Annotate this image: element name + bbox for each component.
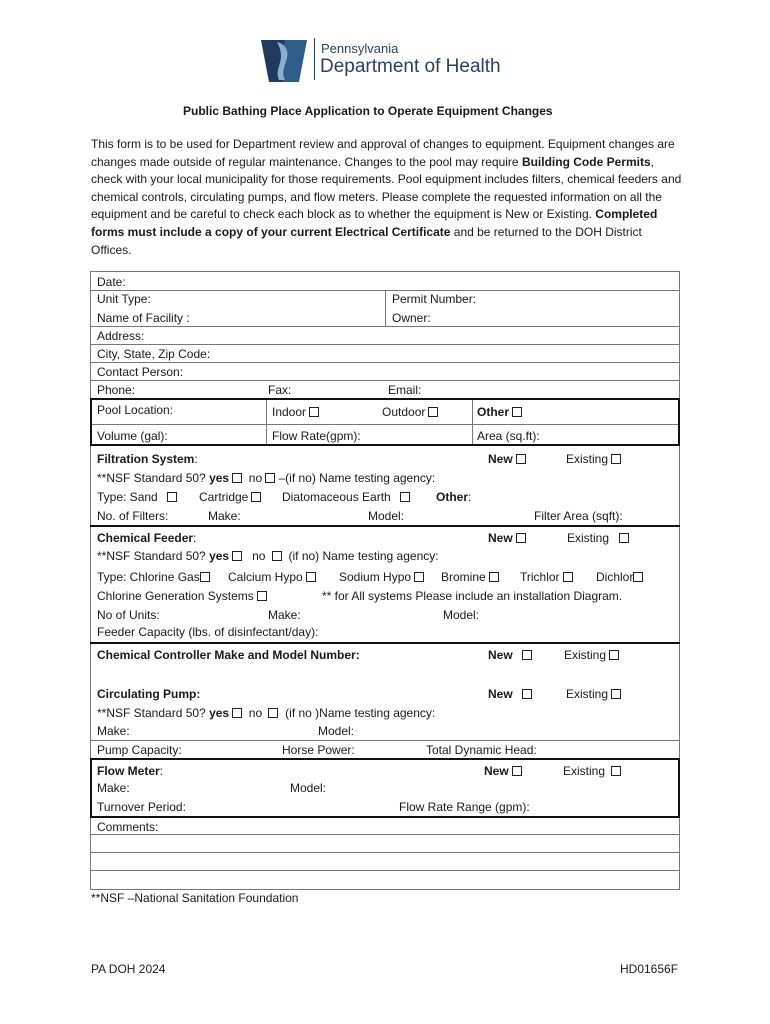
filter-type-sand[interactable]: Type: Sand xyxy=(97,490,177,504)
flow-meter-existing-checkbox[interactable] xyxy=(611,766,621,776)
intro-text-3: and be returned to the DOH District Offices. xyxy=(91,224,642,257)
department-logo xyxy=(259,36,309,87)
date-label: Date: xyxy=(97,275,126,289)
comments-field[interactable] xyxy=(91,835,679,889)
area-label: Area (sq.ft): xyxy=(477,429,540,443)
nsf-footnote: **NSF –National Sanitation Foundation xyxy=(91,891,299,905)
org-line2: Department of Health xyxy=(320,56,501,77)
logo-divider xyxy=(314,38,315,80)
flow-meter-new[interactable]: New xyxy=(484,764,522,778)
outdoor-option[interactable] xyxy=(382,405,438,419)
intro-text-2: , check with your local municipality for those requirements. Pool equipment includes filters, chemical feeders and chemical controls, circulating pumps, and flow meters. Please complete the requested information on all the equipment and be careful to check each block as to whether the equipment is New or Existing. xyxy=(91,154,682,222)
feeder-existing-checkbox[interactable] xyxy=(619,533,629,543)
indoor-label: Indoor xyxy=(272,405,307,419)
feeder-type-chlorine-gas[interactable]: Type: Chlorine Gas xyxy=(97,570,210,584)
diagram-note: ** for All systems Please include an installation Diagram. xyxy=(322,589,623,603)
filtration-existing-checkbox[interactable] xyxy=(611,454,621,464)
permit-number-label: Permit Number: xyxy=(392,292,477,306)
intro-paragraph xyxy=(91,136,683,259)
tdh-label: Total Dynamic Head: xyxy=(426,743,537,757)
pump-make-label: Make: xyxy=(97,724,130,738)
feeder-nsf-yes-checkbox[interactable] xyxy=(232,551,242,561)
phone-label: Phone: xyxy=(97,383,136,397)
filtration-nsf-row: **NSF Standard 50? yes no –(if no) Name testing agency: xyxy=(97,471,436,485)
controller-title: Chemical Controller Make and Model Number: xyxy=(97,648,360,662)
controller-existing[interactable]: Existing xyxy=(564,648,619,662)
footer-right: HD01656F xyxy=(620,962,679,976)
feeder-type-calcium[interactable]: Calcium Hypo xyxy=(228,570,316,584)
footer-left: PA DOH 2024 xyxy=(91,962,166,976)
de-checkbox[interactable] xyxy=(400,492,410,502)
facility-name-label: Name of Facility : xyxy=(97,311,190,325)
owner-label: Owner: xyxy=(392,311,431,325)
num-filters-label: No. of Filters: xyxy=(97,509,169,523)
indoor-checkbox[interactable] xyxy=(309,407,319,417)
outdoor-label: Outdoor xyxy=(382,405,426,419)
volume-label: Volume (gal): xyxy=(97,429,168,443)
address-label: Address: xyxy=(97,329,145,343)
filtration-title: Filtration System: xyxy=(97,452,198,466)
turnover-label: Turnover Period: xyxy=(97,800,186,814)
bromine-checkbox[interactable] xyxy=(489,572,499,582)
filter-type-de[interactable]: Diatomaceous Earth xyxy=(282,490,410,504)
filtration-new[interactable]: New xyxy=(488,452,526,466)
flow-rate-label: Flow Rate(gpm): xyxy=(272,429,361,443)
intro-bold-2: Completed forms must include a copy of your current Electrical Certificate xyxy=(91,207,658,239)
feeder-type-sodium[interactable]: Sodium Hypo xyxy=(339,570,424,584)
sodium-hypo-checkbox[interactable] xyxy=(414,572,424,582)
feeder-model-label: Model: xyxy=(443,608,480,622)
feeder-type-trichlor[interactable]: Trichlor xyxy=(520,570,573,584)
feeder-nsf-no-checkbox[interactable] xyxy=(272,551,282,561)
other-checkbox[interactable] xyxy=(512,407,522,417)
chlorine-generation-checkbox[interactable] xyxy=(257,591,267,601)
flow-range-label: Flow Rate Range (gpm): xyxy=(399,800,530,814)
chlorine-gas-checkbox[interactable] xyxy=(200,572,210,582)
controller-new[interactable]: New xyxy=(488,648,532,662)
comments-label: Comments: xyxy=(97,820,159,834)
pool-location-label: Pool Location: xyxy=(97,403,174,417)
city-state-zip-label: City, State, Zip Code: xyxy=(97,347,211,361)
pump-nsf-row: **NSF Standard 50? yes no (if no )Name testing agency: xyxy=(97,706,436,720)
outdoor-checkbox[interactable] xyxy=(428,407,438,417)
email-label: Email: xyxy=(388,383,422,397)
flow-meter-make-label: Make: xyxy=(97,781,130,795)
fax-label: Fax: xyxy=(268,383,292,397)
pump-model-label: Model: xyxy=(318,724,355,738)
filtration-nsf-yes-checkbox[interactable] xyxy=(232,473,242,483)
horse-power-label: Horse Power: xyxy=(282,743,355,757)
controller-existing-checkbox[interactable] xyxy=(609,650,619,660)
feeder-type-bromine[interactable]: Bromine xyxy=(441,570,499,584)
feeder-type-dichlor[interactable]: Dichlor xyxy=(596,570,643,584)
chlorine-generation-option[interactable]: Chlorine Generation Systems xyxy=(97,589,267,603)
flow-meter-new-checkbox[interactable] xyxy=(512,766,522,776)
feeder-nsf-row: **NSF Standard 50? yes no (if no) Name testing agency: xyxy=(97,549,439,563)
other-option[interactable] xyxy=(477,405,522,419)
filtration-nsf-no-checkbox[interactable] xyxy=(265,473,275,483)
keystone-icon xyxy=(259,36,309,82)
filter-area-label: Filter Area (sqft): xyxy=(534,509,623,523)
intro-bold-1: Building Code Permits xyxy=(521,154,651,169)
pump-title: Circulating Pump: xyxy=(97,687,201,701)
chemical-feeder-title: Chemical Feeder: xyxy=(97,531,197,545)
intro-text-1: This form is to be used for Department review and approval of changes to equipment. Equipment changes are changes made outside of regular maintenance. Changes to the pool may require xyxy=(91,137,675,169)
feeder-new[interactable]: New xyxy=(488,531,526,545)
pump-new[interactable]: New xyxy=(488,687,532,701)
feeder-new-checkbox[interactable] xyxy=(516,533,526,543)
filter-model-label: Model: xyxy=(368,509,405,523)
filtration-new-checkbox[interactable] xyxy=(516,454,526,464)
feeder-units-label: No of Units: xyxy=(97,608,160,622)
trichlor-checkbox[interactable] xyxy=(563,572,573,582)
flow-meter-title: Flow Meter: xyxy=(97,764,164,778)
filter-type-cartridge[interactable]: Cartridge xyxy=(199,490,261,504)
pump-existing[interactable]: Existing xyxy=(566,687,621,701)
contact-person-label: Contact Person: xyxy=(97,365,184,379)
cartridge-checkbox[interactable] xyxy=(251,492,261,502)
pump-nsf-no-checkbox[interactable] xyxy=(268,708,278,718)
controller-new-checkbox[interactable] xyxy=(522,650,532,660)
feeder-existing[interactable]: Existing xyxy=(567,531,629,545)
sand-checkbox[interactable] xyxy=(167,492,177,502)
pump-nsf-yes-checkbox[interactable] xyxy=(232,708,242,718)
feeder-capacity-label: Feeder Capacity (lbs. of disinfectant/day): xyxy=(97,625,319,639)
unit-type-label: Unit Type: xyxy=(97,292,151,306)
filter-make-label: Make: xyxy=(208,509,241,523)
pump-new-checkbox[interactable] xyxy=(522,689,532,699)
flow-meter-existing[interactable]: Existing xyxy=(563,764,621,778)
feeder-make-label: Make: xyxy=(268,608,301,622)
filter-type-other: Other: xyxy=(436,490,472,504)
other-label: Other xyxy=(477,405,510,419)
dichlor-checkbox[interactable] xyxy=(633,572,643,582)
flow-meter-model-label: Model: xyxy=(290,781,327,795)
indoor-option[interactable] xyxy=(272,405,319,419)
pump-capacity-label: Pump Capacity: xyxy=(97,743,182,757)
org-line1: Pennsylvania xyxy=(321,41,399,56)
form-title: Public Bathing Place Application to Operate Equipment Changes xyxy=(183,104,553,118)
pump-existing-checkbox[interactable] xyxy=(611,689,621,699)
calcium-hypo-checkbox[interactable] xyxy=(306,572,316,582)
filtration-existing[interactable]: Existing xyxy=(566,452,621,466)
